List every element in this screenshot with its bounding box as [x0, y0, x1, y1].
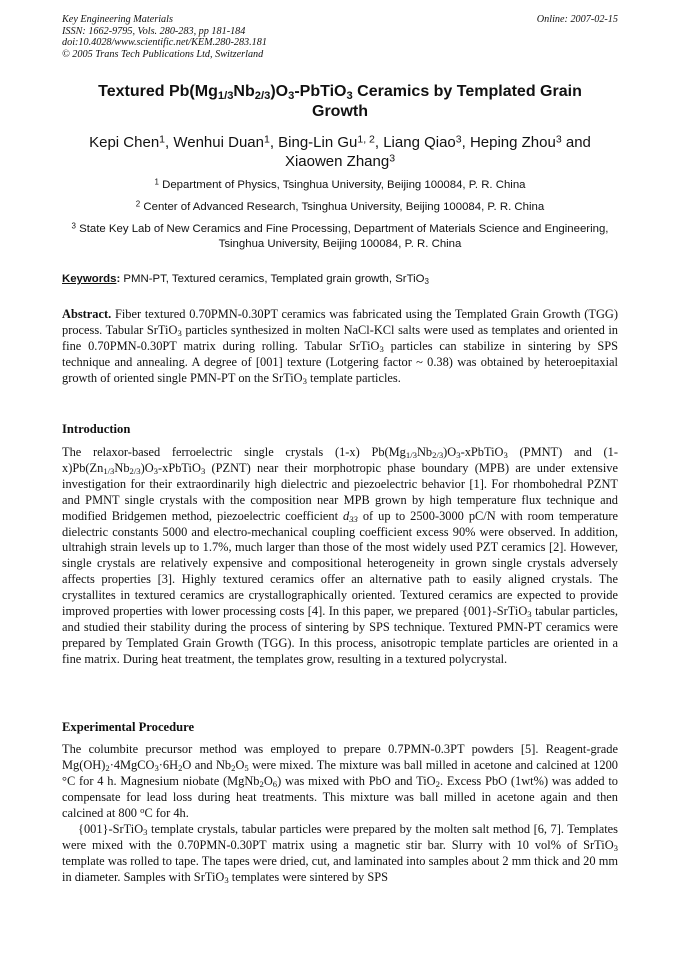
affiliation-2: $^2$ Center of Advanced Research, Tsinghua University, Beijing 100084, P. R. China	[135, 199, 545, 213]
doi-line[interactable]: doi:10.4028/www.scientific.net/KEM.280-283.181	[62, 37, 267, 49]
affiliation-3: $^3$ State Key Lab of New Ceramics and Fine Processing, Department of Materials Science and Engineering, Tsinghua University, Beijing 100084, P. R. China	[71, 221, 609, 250]
affiliation-1: $^1$ Department of Physics, Tsinghua University, Beijing 100084, P. R. China	[154, 177, 526, 191]
journal-name: Key Engineering Materials	[62, 14, 173, 25]
abstract-paragraph: Abstract. Fiber textured 0.70PMN-0.30PT ceramics was fabricated using the Templated Grain Growth (TGG) process. Tabular SrTiO$_3$ particles synthesized in molten NaCl-KCl salts were used as templates and oriented in fine 0.70PMN-0.30PT matrix during rolling. Tabular SrTiO$_3$ particles can stabilize in sintering by SPS technique and annealing. A degree of [001] texture (Lotgering factor ~ 0.38) was obtained by heteroepitaxial growth of oriented single PMN-PT on the SrTiO$_3$ template particles.	[62, 307, 619, 386]
copyright-line: © 2005 Trans Tech Publications Ltd, Switzerland	[62, 48, 264, 60]
keywords-label: Keywords	[62, 273, 117, 285]
online-date: Online: 2007-02-15	[536, 14, 618, 25]
paper-title: Textured $Pb(Mg_{1/3}Nb_{2/3})O_3-PbTiO_3$ Ceramics by Templated Grain Growth	[98, 83, 582, 120]
experimental-paragraph-1: The columbite precursor method was employed to prepare 0.7PMN-0.3PT powders [5]. Reagent-grade $Mg(OH)_2\cdot 4MgCO_3\cdot 6H_2O$ and $Nb_2O_5$ were mixed. The mixture was ball milled in acetone and calcined at 1200 °C for 4 h. Magnesium niobate $(MgNb_2O_6)$ was mixed with PbO and TiO$_2$. Excess PbO (1wt%) was added to compensate for lead loss during heat treatments. This mixture was ball milled in acetone again and then calcined at 800 $^o$C for 4h.	[62, 742, 619, 820]
issn-line: ISSN: 1662-9795, Vols. 280-283, pp 181-184	[62, 25, 246, 37]
keywords-line: Keywords: PMN-PT, Textured ceramics, Templated grain growth, SrTiO$_3$	[62, 273, 429, 286]
section-heading-introduction: Introduction	[62, 422, 131, 436]
journal-header	[62, 14, 618, 60]
experimental-paragraph-2: {001}-SrTiO$_3$ template crystals, tabular particles were prepared by the molten salt method [6, 7]. Templates were mixed with the 0.70PMN-0.30PT matrix using a magnetic stir bar. Slurry with 10 vol% of SrTiO$_3$ template was rolled to tape. The tapes were dried, cut, and laminated into samples about 2 mm thick and 20 mm in diameter. Samples with SrTiO$_3$ templates were sintered by SPS	[62, 822, 618, 885]
section-heading-experimental: Experimental Procedure	[62, 720, 195, 734]
author-list: Kepi Chen$^1$, Wenhui Duan$^1$, Bing-Lin Gu$^{1, 2}$, Liang Qiao$^3$, Heping Zhou$^3$ and Xiaowen Zhang$^3$	[89, 133, 591, 170]
abstract-label: Abstract.	[62, 307, 112, 321]
introduction-paragraph: The relaxor-based ferroelectric single crystals (1-x) $Pb(Mg_{1/3}Nb_{2/3})O_3-xPbTiO_3$ (PMNT) and $(1-x)Pb(Zn_{1/3}Nb_{2/3})O_3-xPbTiO_3$ (PZNT) near their morphotropic phase boundary (MPB) are under extensive investigation for their extraordinarily high dielectric and piezoelectric behavior [1]. For rhombohedral PZNT and PMNT single crystals with the composition near MPB grown by high temperature flux technique and modified Bridgemen method, piezoelectric coefficient $d_{33}$ of up to 2500-3000 pC/N with room temperature dielectric constants 5000 and electro-mechanical coupling coefficient excess 90% were observed. In addition, ultrahigh strain levels up to 1.7%, much larger than those of the most widely used PZT ceramics [2]. However, single crystals are relatively expensive and compositional heterogeneity in grown single crystals adversely affects properties [3]. Highly textured ceramics offer an alternative path to easily aligned crystals. The crystallites in textured ceramics are crystallographically oriented. Textured ceramics are expected to provide improved properties with lower processing costs [4]. In this paper, we prepared {001}-SrTiO$_3$ tabular particles, and studied their stability during the process of sintering by SPS technique. Textured PMN-PT ceramics were prepared by Templated Grain Growth (TGG). In this process, anisotropic template particles are oriented in a fine matrix. During heat treatment, the templates grow, resulting in a textured polycrystal.	[62, 445, 618, 666]
